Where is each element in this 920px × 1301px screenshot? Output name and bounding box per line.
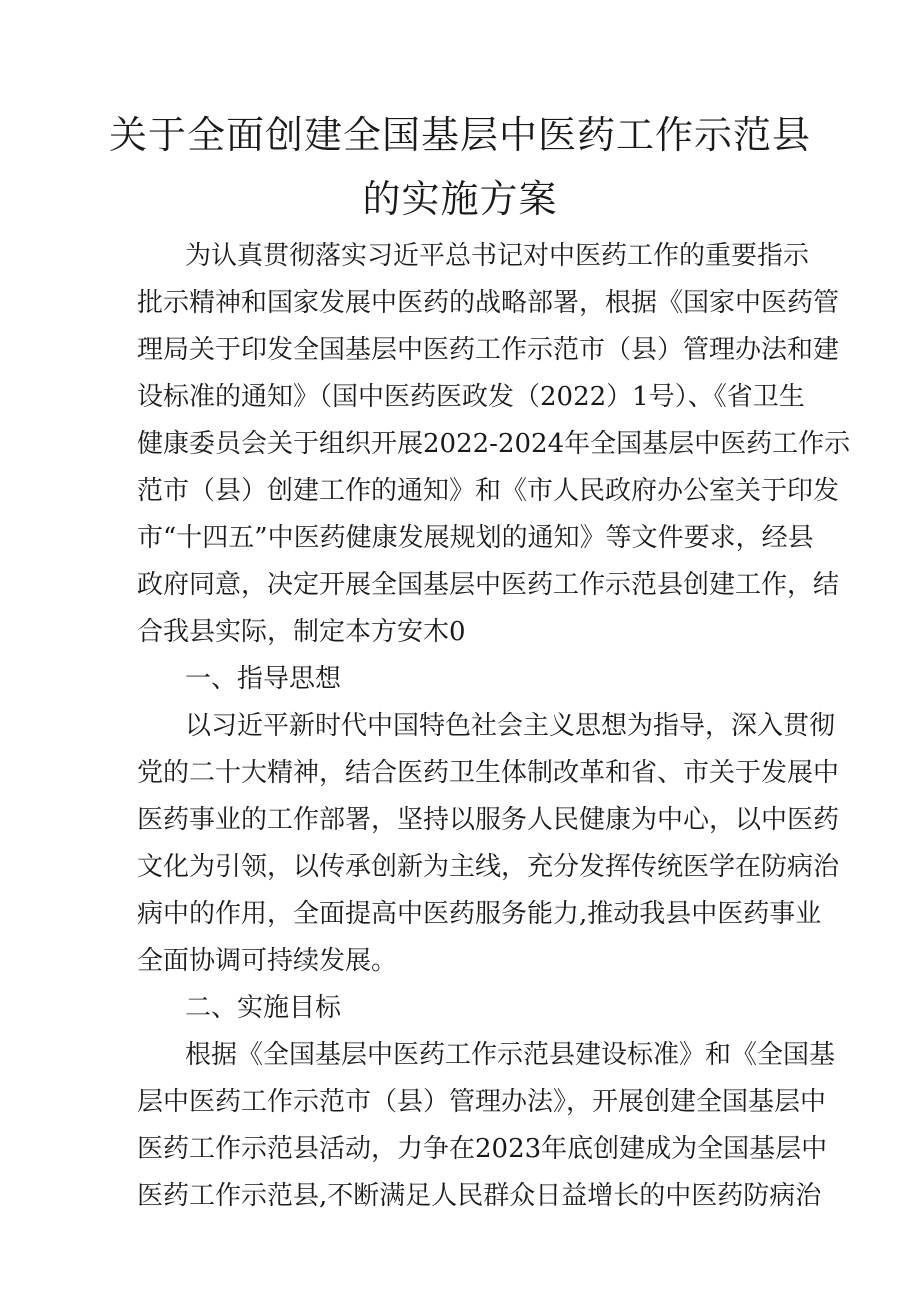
section1-line: 文化为引领，以传承创新为主线，充分发挥传统医学在防病治 [137,852,840,882]
section-heading-implementation-goals: 二、实施目标 [185,993,342,1023]
intro-line: 健康委员会关于组织开展2022-2024年全国基层中医药工作示 [137,429,851,459]
intro-line: 设标准的通知》（国中医药医政发（2022）1号）、《省卫生 [137,382,805,412]
intro-line: 批示精神和国家发展中医药的战略部署，根据《国家中医药管 [137,288,840,318]
intro-line: 市“十四五”中医药健康发展规划的通知》等文件要求，经县 [137,523,814,553]
section1-line: 病中的作用，全面提高中医药服务能力,推动我县中医药事业 [137,899,822,929]
section2-line: 层中医药工作示范市（县）管理办法》，开展创建全国基层中 [137,1087,827,1117]
section1-line: 医药事业的工作部署，坚持以服务人民健康为中心，以中医药 [137,805,840,835]
document-title-line2: 的实施方案 [362,177,558,221]
section1-line: 党的二十大精神，结合医药卫生体制改革和省、市关于发展中 [137,758,840,788]
intro-line: 合我县实际，制定本方安木0 [137,617,466,647]
intro-line: 为认真贯彻落实习近平总书记对中医药工作的重要指示 [185,241,810,271]
section2-line: 医药工作示范县,不断满足人民群众日益增长的中医药防病治 [137,1181,822,1211]
section1-line: 全面协调可持续发展。 [137,946,398,976]
section-heading-guiding-ideology: 一、指导思想 [185,664,342,694]
section1-line: 以习近平新时代中国特色社会主义思想为指导，深入贯彻 [185,711,836,741]
document-title-line1: 关于全面创建全国基层中医药工作示范县 [108,113,811,157]
intro-line: 政府同意，决定开展全国基层中医药工作示范县创建工作，结 [137,570,840,600]
intro-line: 范市（县）创建工作的通知》和《市人民政府办公室关于印发 [137,476,840,506]
section2-line: 医药工作示范县活动，力争在2023年底创建成为全国基层中 [137,1134,828,1164]
intro-line: 理局关于印发全国基层中医药工作示范市（县）管理办法和建 [137,335,840,365]
section2-line: 根据《全国基层中医药工作示范县建设标准》和《全国基 [185,1040,836,1070]
